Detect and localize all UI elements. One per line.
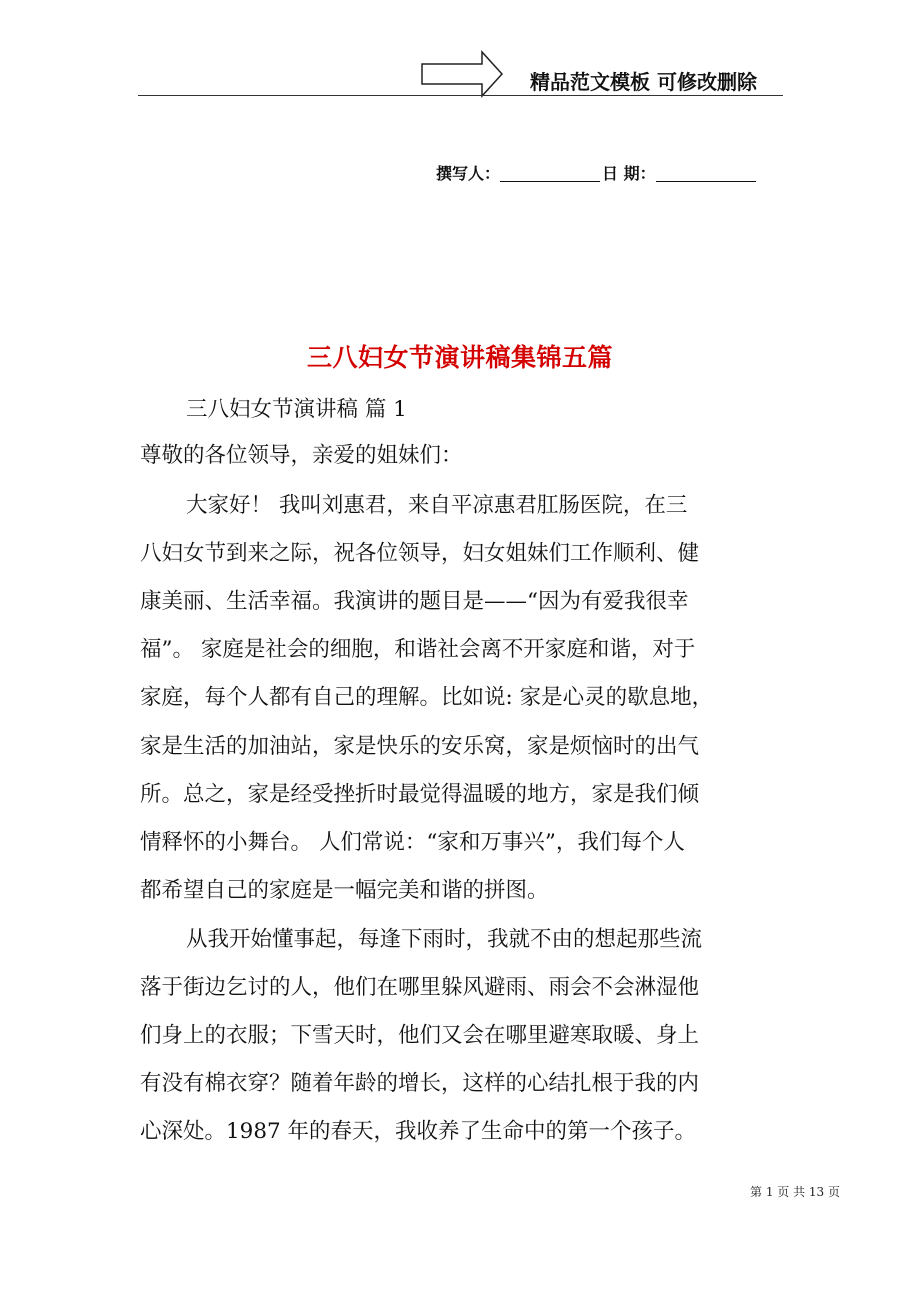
page-footer: 第 1 页 共 13 页 xyxy=(750,1185,840,1199)
date-label: 日 期： xyxy=(602,164,656,183)
text-line: 家是生活的加油站，家是快乐的安乐窝，家是烦恼时的出气 xyxy=(140,734,700,759)
text-line: 尊敬的各位领导，亲爱的姐妹们： xyxy=(140,443,463,468)
author-date-line xyxy=(436,161,756,184)
document-title: 三八妇女节演讲稿集锦五篇 xyxy=(306,343,613,372)
text-line: 康美丽、生活幸福。我演讲的题目是——“因为有爱我很幸 xyxy=(140,589,689,614)
date-blank xyxy=(656,167,756,182)
header-label: 精品范文模板 可修改删除 xyxy=(530,70,757,94)
text-line: 大家好！ 我叫刘惠君，来自平凉惠君肛肠医院，在三 xyxy=(186,493,688,518)
text-line: 八妇女节到来之际，祝各位领导，妇女姐妹们工作顺利、健 xyxy=(140,541,700,566)
header-rule xyxy=(138,95,783,96)
text-line: 家庭，每个人都有自己的理解。比如说: 家是心灵的歇息地， xyxy=(140,685,714,710)
text-line: 落于街边乞讨的人，他们在哪里躲风避雨、雨会不会淋湿他 xyxy=(140,975,700,1000)
text-line: 从我开始懂事起，每逢下雨时，我就不由的想起那些流 xyxy=(186,927,703,952)
author-blank xyxy=(500,167,600,182)
text-line: 有没有棉衣穿？随着年龄的增长，这样的心结扎根于我的内 xyxy=(140,1071,700,1096)
section-heading: 三八妇女节演讲稿 篇 1 xyxy=(186,397,407,422)
text-line: 心深处。1987 年的春天，我收养了生命中的第一个孩子。 xyxy=(140,1119,697,1144)
text-line: 都希望自己的家庭是一幅完美和谐的拼图。 xyxy=(140,878,549,903)
text-line: 所。总之，家是经受挫折时最觉得温暖的地方，家是我们倾 xyxy=(140,782,700,807)
text-line: 情释怀的小舞台。 人们常说：“家和万事兴”，我们每个人 xyxy=(140,830,685,855)
arrow-icon xyxy=(420,50,504,98)
text-line: 福”。 家庭是社会的细胞，和谐社会离不开家庭和谐，对于 xyxy=(140,637,696,662)
author-label: 撰写人： xyxy=(436,164,501,183)
text-line: 们身上的衣服；下雪天时，他们又会在哪里避寒取暖、身上 xyxy=(140,1023,700,1048)
